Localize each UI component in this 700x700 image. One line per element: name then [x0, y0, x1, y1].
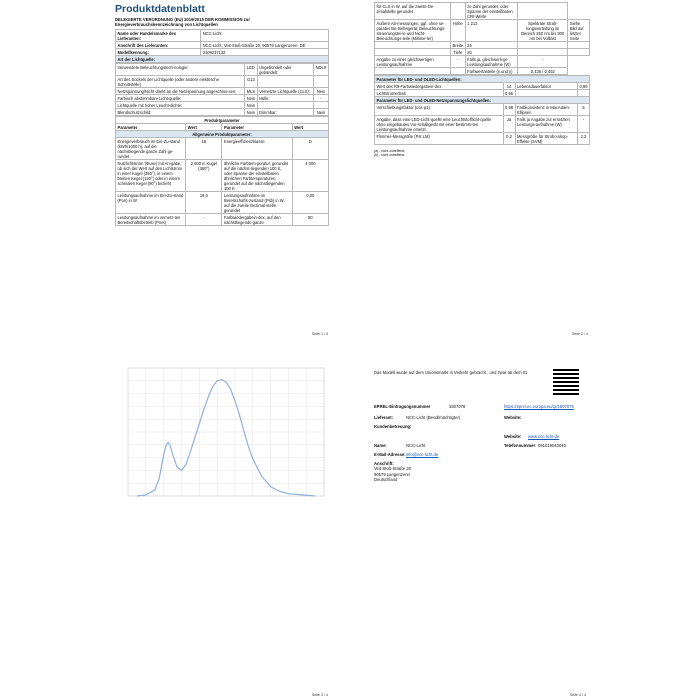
table-cell: Messgröße für Strobo-skop-Effekte (SVM): [515, 133, 577, 145]
eprel-value: 1807078: [449, 404, 466, 409]
table-cell: Flimmer-Messgröße (Pst LM): [375, 133, 504, 145]
table-cell: Netzspannung/Nicht direkt an die Netzspannung angeschlos-sen:: [116, 88, 245, 95]
table-cell: [314, 76, 329, 88]
email-value[interactable]: info@ncc-licht.de: [406, 452, 439, 458]
table-cell: Lichtquelle mit hoher Leucht-dichte:: [116, 102, 245, 109]
website2-label: Website:: [504, 433, 522, 439]
table-cell: Angabe, dass eine LED-Licht-quelle eine Leuchtstofflicht-quelle ohne eingebautes Vor-schaltgerät mit einer bestimm-ten Leistungsaufnahme ersetzt.: [375, 116, 504, 133]
page-number: Seite 1 / 4: [311, 332, 328, 336]
qr-code-icon: [553, 369, 579, 395]
table-cell: 26: [465, 49, 517, 56]
footnotes: [374, 149, 596, 158]
table-cell: 2,2: [578, 133, 590, 145]
datasheet-page-3: [108, 352, 336, 700]
page-title: Produktdatenblatt: [115, 3, 205, 15]
address-value: NCC-Licht, Veit-Stoß-Straße 20, 90579 Langenzenn, DE: [201, 42, 329, 49]
table-cell: 26: [465, 42, 517, 49]
table-row: [375, 133, 590, 145]
supplier-value: NCC-Licht: [201, 30, 329, 42]
table-cell: 5: [578, 104, 590, 116]
table-row: [116, 214, 329, 226]
table-cell: 14: [503, 83, 515, 90]
table-row: [375, 42, 590, 49]
table-cell: Farbkonsistenz in MacAdam-Ellipsen: [515, 104, 577, 116]
table-cell: MLS: [246, 88, 256, 94]
light-source-type-header: Art der Lichtquelle:: [116, 56, 329, 63]
dimensions-table: [374, 2, 590, 75]
table-cell: [450, 3, 465, 20]
table-row: [375, 3, 590, 20]
page-number: Seite 4 / 4: [569, 693, 586, 697]
table-row: [116, 102, 329, 109]
supplier-label: Lieferant:: [374, 415, 394, 421]
product-params-table: [115, 116, 329, 226]
table-cell: [578, 90, 590, 97]
table-cell: [375, 49, 451, 56]
table-cell: 0,96: [505, 90, 514, 96]
table-cell: [257, 102, 314, 109]
net-params-header: Parameter für LED- und OLED-Netzspannungslichtquellen:: [375, 97, 590, 104]
table-row: [375, 56, 590, 68]
table-cell: Siehe Bild auf letzter Seite: [568, 20, 590, 42]
table-cell: G13: [245, 76, 257, 88]
table-cell: Falls ja Angabe zur ersetzten Leistungs-aufnahme (W): [515, 116, 577, 133]
table-cell: 1 213: [465, 20, 517, 42]
table-cell: Verwendete Beleuchtungstech-nologie:: [116, 64, 245, 76]
supplier-label: Name oder Handelsmarke des Lieferanten:: [116, 30, 201, 42]
table-cell: Nein: [314, 88, 329, 95]
table-cell: -: [450, 56, 465, 68]
datasheet-page-4: [368, 352, 596, 700]
table-row: [375, 49, 590, 56]
table-cell: 18: [186, 138, 222, 160]
table-cell: [257, 76, 314, 88]
regulation-line-2: Energieverbrauchskennzeichnung von Lichtquellen: [115, 22, 218, 28]
table-cell: für CLS in W, auf die zweite De-zimalstelle gerundet: [375, 3, 451, 20]
led-params-header: Parameter für LED- und OLED-Lichtquellen:: [375, 76, 590, 83]
table-cell: 0,90: [578, 83, 590, 90]
table-cell: Wert des R9-Farbwiedergabein-dex: [375, 83, 504, 90]
table-cell: Ungebündelt oder gebündelt:: [257, 64, 314, 76]
phone-label: Telefonnummer:: [504, 442, 537, 448]
table-row: [375, 116, 590, 133]
table-row: [116, 160, 329, 192]
datasheet-page-1: [108, 0, 336, 342]
table-cell: Nein: [246, 109, 256, 115]
table-cell: Farbwiedergabein-dex, auf den nächstliegende ganze: [222, 214, 292, 226]
table-cell: [375, 42, 451, 49]
footnote-b: (b) - nicht zutreffend.: [374, 153, 406, 158]
table-cell: [518, 42, 568, 49]
table-row: [375, 90, 590, 97]
table-cell: Tiefe: [450, 49, 465, 56]
name-label: Name:: [374, 442, 387, 448]
address-line-1: Veit-Stoß-Straße 20: [374, 466, 412, 472]
model-value: 2109237132: [201, 49, 329, 56]
market-statement: Das Modell wurde auf dem Unionsmarkt in Verkehr gebracht , und zwar ab dem 01: [374, 370, 528, 375]
regulation-text: [115, 17, 336, 27]
table-cell: Hülle:: [257, 95, 314, 102]
led-params-table: [374, 75, 590, 145]
website2-value[interactable]: www.ncc-licht.de: [528, 433, 560, 439]
supplier-value: NCC-Licht: [406, 415, 426, 421]
eprel-label: EPREL-Eintragungsnummer: [374, 404, 431, 409]
table-cell: Nein: [314, 109, 329, 116]
table-row: [375, 83, 590, 90]
table-row: [375, 104, 590, 116]
product-params-title: Produktparameter: [116, 117, 329, 124]
table-cell: Lichtstromerhalt: [375, 90, 504, 97]
table-cell: Nein: [246, 102, 256, 108]
table-cell: [375, 68, 451, 75]
table-row: [116, 64, 329, 76]
page-number: Seite 2 / 4: [571, 332, 588, 336]
table-cell: Leistungsaufnahme im Ein-Zu-stand (Pon) in W: [116, 192, 186, 214]
address-label: Anschrift:: [374, 461, 394, 467]
table-cell: Energieeffizienzklasse: [222, 138, 292, 160]
table-cell: 80: [292, 214, 328, 226]
address-label: Anschrift des Lieferanten:: [116, 42, 201, 49]
table-cell: 2 600 in Kugel (360°): [186, 160, 222, 192]
table-cell: Leistungsaufnahme im vernetz-ten Bereitschaftsbetrieb (Pnet): [116, 214, 186, 226]
table-cell: Energieverbrauch im Ein-Zu-stand (kWh/1000 h), auf die nächstliegende ganze Zahl ge-rundet: [116, 138, 186, 160]
table-cell: Nutzlichtstrom (Φuse) mit An-gabe, ob sich der Wert auf den Lichtstrom in einer Kugel (360°), in einem breiten Kegel (120°) oder in einem schmalen Kegel (90°) bezieht: [116, 160, 186, 192]
model-label: Modellkennung:: [116, 49, 201, 56]
table-cell: Falls ja, gleichwerti-ge Leistungsaufnahme (W): [465, 56, 517, 68]
phone-value: 091019040040: [538, 442, 566, 448]
regulation-line-1: DELEGIERTE VERORDNUNG (EU) 2019/2015 DER KOMMISSION zur: [115, 17, 250, 22]
table-cell: LED: [245, 64, 257, 76]
service-label: Kundenbetreuung:: [374, 424, 412, 430]
spectral-distribution-chart: [114, 360, 328, 505]
table-row: [116, 76, 329, 88]
table-cell: Lebensdauerfaktor: [515, 83, 577, 90]
col-param-1: Parameter: [116, 124, 186, 131]
table-cell: Angabe zu einer gleichwertigen Leistungsaufnahme: [375, 56, 451, 68]
table-cell: ähnliche Farbtem-peratur, gerundet auf die nächst-liegenden 100 K, oder Spanne der einstellbaren ähnlichen Farbtemperaturen, gerundet auf die nächstliegenden 100 K: [222, 160, 292, 192]
table-cell: 18,0: [186, 192, 222, 214]
table-cell: ze Zahl gerundet, oder Spanne der einstellbaren CRI-Werte: [465, 3, 517, 20]
table-cell: Äußere Ab-messungen, ggf. ohne se-parates Be-triebsgerät, Beleuchtungs-steuerungstei-le und Nicht-Beleuchtungs-teile (Millime-ter): [375, 20, 451, 42]
table-cell: [518, 3, 568, 20]
table-cell: Ja: [503, 116, 515, 133]
table-row: [375, 68, 590, 75]
col-value-2: Wert: [292, 124, 328, 131]
table-cell: 0,98: [503, 104, 515, 116]
table-cell: [518, 49, 568, 56]
table-row: [116, 138, 329, 160]
datasheet-page-2: [368, 0, 596, 342]
table-cell: Spektrale Strah-lungsverteilung im Bereich 250 nm bis 800 nm bei Volllast: [518, 20, 568, 42]
table-cell: Farbisch abstimmbare Licht-quelle:: [116, 95, 245, 102]
light-source-type-table: [115, 63, 329, 116]
table-cell: [515, 90, 577, 97]
supplier-sub: (Bevollmächtigter): [426, 415, 461, 421]
table-row: [375, 20, 590, 42]
email-label: E-Mail-Adresse:: [374, 452, 406, 458]
col-param-2: Parameter: [222, 124, 292, 131]
table-cell: -: [578, 116, 590, 133]
address-line-2: 90579 Langenzenn: [374, 471, 410, 477]
general-params-header: Allgemeine Produktparameter:: [116, 131, 329, 138]
table-cell: D: [292, 138, 328, 160]
table-cell: Farbwertanteile (x und y): [465, 68, 517, 75]
table-cell: 0,2: [503, 133, 515, 145]
eprel-link[interactable]: https://eprel.ec.europa.eu/qr/1807078: [504, 404, 574, 409]
website-label: Website:: [504, 415, 522, 421]
table-cell: -: [186, 214, 222, 226]
table-cell: -: [314, 95, 329, 102]
table-cell: [450, 68, 465, 75]
address-line-3: Deutschland: [374, 476, 398, 482]
table-cell: -: [518, 56, 568, 68]
table-row: [116, 95, 329, 102]
table-cell: Art des Sockels der Lichtquelle (oder andere elektrische Schnittstelle): [116, 76, 245, 88]
table-row: [116, 109, 329, 116]
table-cell: 0,00: [292, 192, 328, 214]
table-cell: Leistungsaufnahme im Bereitschafts-zustand (Psb) in W, auf die zweite Dezimal-stelle gerundet: [222, 192, 292, 214]
table-cell: Vernetzte Lichtquelle (CLS):: [257, 88, 314, 95]
name-value: NCC-Licht: [406, 442, 426, 448]
table-cell: Blendschutzschild:: [116, 109, 245, 116]
table-cell: 4 000: [292, 160, 328, 192]
table-cell: [568, 42, 590, 49]
table-cell: NDLS: [314, 64, 329, 76]
page-number: Seite 3 / 4: [311, 693, 328, 697]
col-value-1: Wert: [186, 124, 222, 131]
table-cell: Breite: [452, 42, 464, 48]
table-cell: Höhe: [450, 20, 465, 42]
table-cell: 0,436 / 0,402: [518, 68, 568, 75]
table-cell: Dimmbar:: [257, 109, 314, 116]
table-cell: Verschiebungsfaktor (cos φ1): [375, 104, 504, 116]
table-row: [116, 88, 329, 95]
contact-block: [374, 404, 590, 482]
table-row: [116, 192, 329, 214]
footnote-a: (a) - nicht zutreffend;: [374, 149, 406, 153]
table-cell: Nein: [246, 95, 256, 101]
table-cell: [568, 49, 590, 56]
supplier-table: [115, 29, 329, 63]
table-cell: [314, 102, 329, 109]
